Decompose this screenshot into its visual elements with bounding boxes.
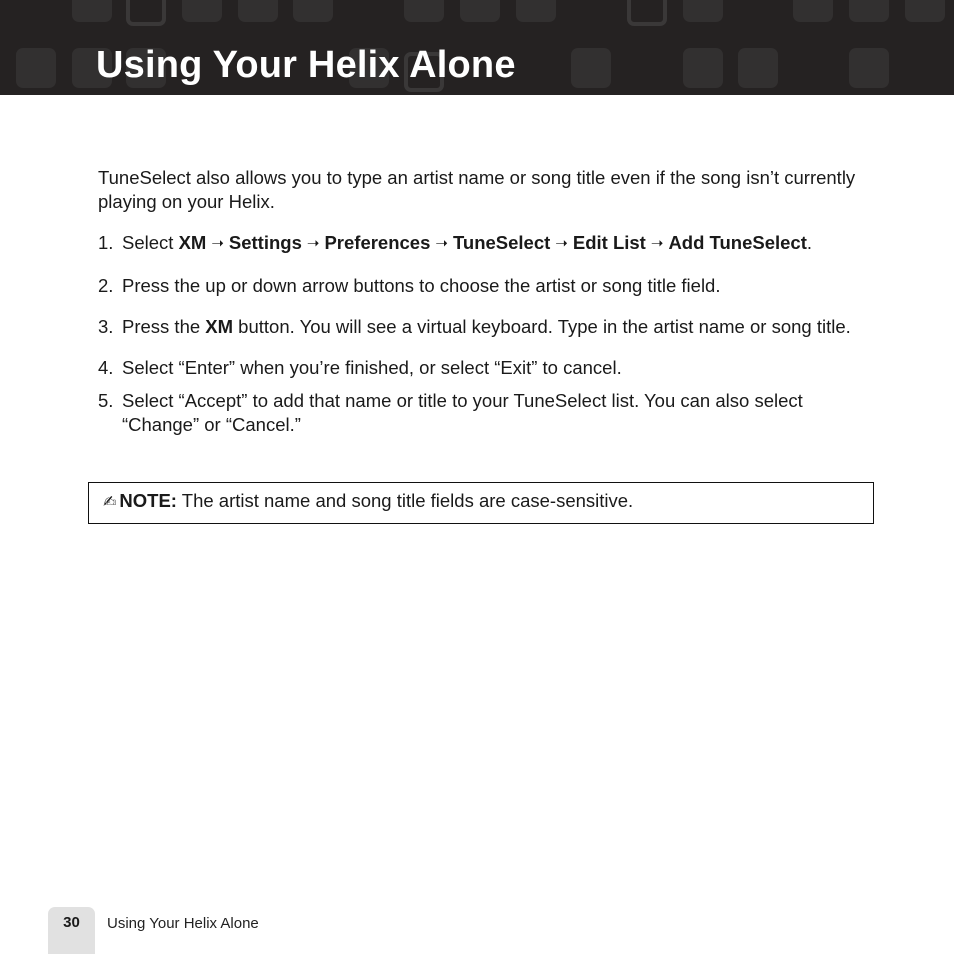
- menu-path-tuneselect: TuneSelect: [452, 232, 551, 253]
- decorative-tile: [849, 48, 889, 88]
- step-number: 1.: [98, 232, 114, 253]
- step-5: [98, 389, 868, 437]
- arrow-icon: ➝: [555, 235, 568, 252]
- menu-path-settings: Settings: [228, 232, 302, 253]
- step-text: Select “Accept” to add that name or title to your TuneSelect list. You can also select “Change” or “Cancel.”: [122, 390, 803, 435]
- steps-list: [98, 231, 868, 437]
- step-1: [98, 231, 868, 257]
- decorative-tile: [182, 0, 222, 22]
- menu-path-xm: XM: [178, 232, 207, 253]
- pencil-icon: ✍: [103, 494, 117, 511]
- note-text: The artist name and song title fields are case-sensitive.: [176, 490, 634, 511]
- step-text: button. You will see a virtual keyboard. Type in the artist name or song title.: [233, 316, 851, 337]
- menu-path-add-tuneselect: Add TuneSelect: [668, 232, 807, 253]
- menu-path-preferences: Preferences: [324, 232, 431, 253]
- step-lead: Press the: [122, 316, 206, 337]
- step-text: Press the up or down arrow buttons to choose the artist or song title field.: [122, 275, 721, 296]
- menu-path-edit-list: Edit List: [572, 232, 646, 253]
- decorative-tile: [905, 0, 945, 22]
- decorative-tile: [849, 0, 889, 22]
- decorative-tile: [72, 0, 112, 22]
- note-label: NOTE:: [119, 490, 177, 511]
- page-header: [0, 0, 954, 95]
- decorative-tile: [404, 0, 444, 22]
- main-content: [98, 166, 868, 454]
- decorative-tile: [793, 0, 833, 22]
- step-number: 5.: [98, 390, 114, 411]
- footer-section-title: Using Your Helix Alone: [107, 915, 259, 932]
- xm-button-label: XM: [205, 316, 234, 337]
- step-number: 2.: [98, 275, 114, 296]
- decorative-tile: [627, 0, 667, 26]
- decorative-tile: [16, 48, 56, 88]
- page-title: Using Your Helix Alone: [96, 44, 516, 86]
- step-number: 3.: [98, 316, 114, 337]
- decorative-tile: [126, 0, 166, 26]
- arrow-icon: ➝: [650, 235, 664, 252]
- step-text: Select “Enter” when you’re finished, or select “Exit” to cancel.: [122, 357, 622, 378]
- decorative-tile: [571, 48, 611, 88]
- page-number: 30: [63, 914, 80, 931]
- intro-paragraph: TuneSelect also allows you to type an artist name or song title even if the song isn’t currently playing on your Helix.: [98, 167, 856, 212]
- step-4: [98, 356, 868, 380]
- decorative-tile: [738, 48, 778, 88]
- step-lead: Select: [122, 232, 179, 253]
- note-box: [88, 482, 874, 524]
- decorative-tile: [516, 0, 556, 22]
- decorative-tile: [238, 0, 278, 22]
- arrow-icon: ➝: [306, 235, 320, 252]
- arrow-icon: ➝: [435, 235, 448, 252]
- decorative-tile: [460, 0, 500, 22]
- arrow-icon: ➝: [211, 235, 224, 252]
- decorative-tile: [293, 0, 333, 22]
- decorative-tile: [683, 48, 723, 88]
- step-number: 4.: [98, 357, 114, 378]
- page-number-tab: [48, 907, 95, 954]
- decorative-tile: [683, 0, 723, 22]
- note-content: [103, 490, 633, 512]
- step-end: .: [806, 232, 813, 253]
- step-3: [98, 315, 868, 339]
- step-2: [98, 274, 868, 298]
